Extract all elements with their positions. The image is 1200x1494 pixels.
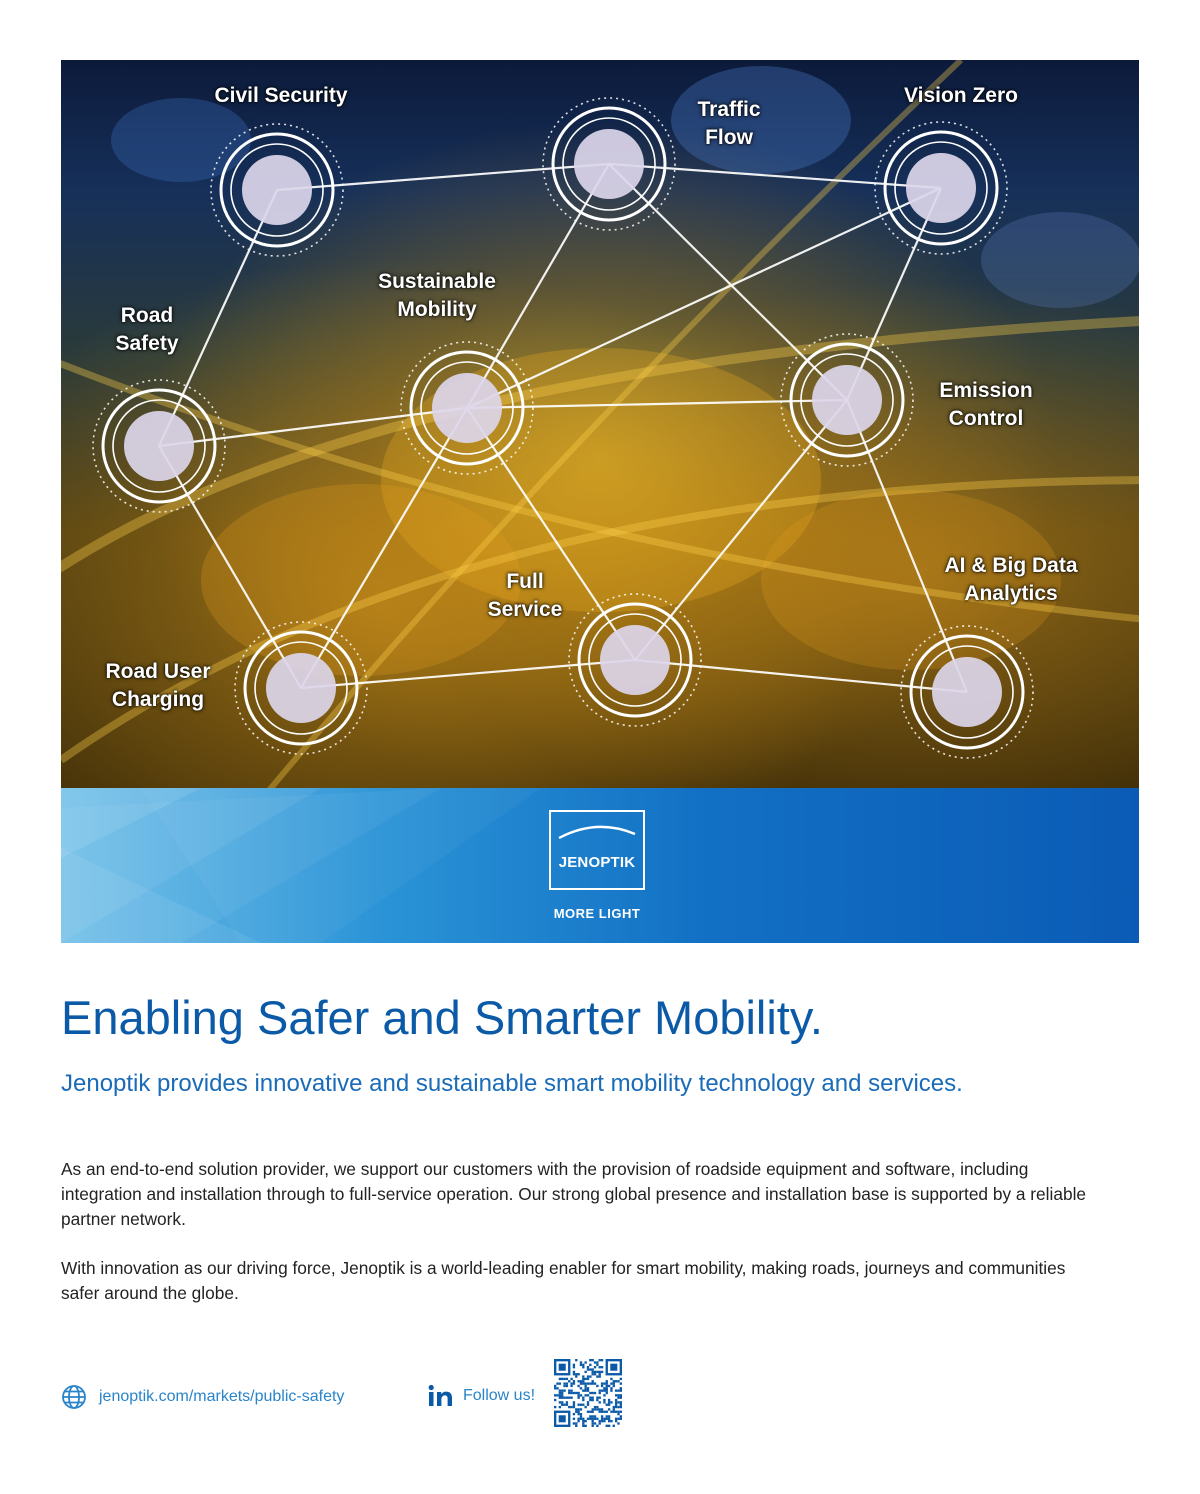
jenoptik-logo xyxy=(549,810,645,890)
node-label-ai-big-data: AI & Big Data Analytics xyxy=(944,554,1078,605)
page-headline: Enabling Safer and Smarter Mobility. xyxy=(61,991,823,1044)
node-label-road-safety: Road Safety xyxy=(115,304,179,355)
body-paragraph-1: As an end-to-end solution provider, we support our customers with the provision of roadside equipment and software, including integration and installation through to full-service operation. Our strong global presence and installation base is supported by a reliable partner network. xyxy=(61,1159,1087,1229)
globe-icon xyxy=(61,1384,87,1410)
page-subheadline: Jenoptik provides innovative and sustainable smart mobility technology and services. xyxy=(61,1070,963,1097)
node-civil-security xyxy=(211,124,343,256)
node-label-sustainable-mobility: Sustainable Mobility xyxy=(378,270,496,321)
qr-code-icon[interactable] xyxy=(554,1359,622,1427)
node-label-vision-zero: Vision Zero xyxy=(904,84,1018,107)
node-label-civil-security: Civil Security xyxy=(214,84,348,107)
brand-band xyxy=(61,788,1139,943)
website-link[interactable]: jenoptik.com/markets/public-safety xyxy=(99,1388,345,1405)
network-line xyxy=(277,164,609,190)
node-full-service xyxy=(569,594,701,726)
body-paragraph-2: With innovation as our driving force, Jenoptik is a world-leading enabler for smart mobility, making roads, journeys and communities safer around the globe. xyxy=(61,1258,1066,1303)
linkedin-icon xyxy=(428,1384,454,1408)
website-link-row[interactable] xyxy=(61,1384,344,1410)
node-label-emission-control: Emission Control xyxy=(939,379,1033,430)
linkedin-link-row[interactable] xyxy=(428,1384,535,1408)
node-label-full-service: Full Service xyxy=(487,570,563,621)
follow-us-link[interactable]: Follow us! xyxy=(463,1387,536,1404)
node-label-road-user-charging: Road User Charging xyxy=(105,660,211,711)
brand-tagline: MORE LIGHT xyxy=(553,906,641,921)
node-label-traffic-flow: Traffic Flow xyxy=(697,98,761,149)
logo-arc-icon xyxy=(551,812,643,852)
hero-image xyxy=(61,60,1139,788)
node-vision-zero xyxy=(875,122,1007,254)
logo-wordmark: JENOPTIK xyxy=(558,854,636,871)
